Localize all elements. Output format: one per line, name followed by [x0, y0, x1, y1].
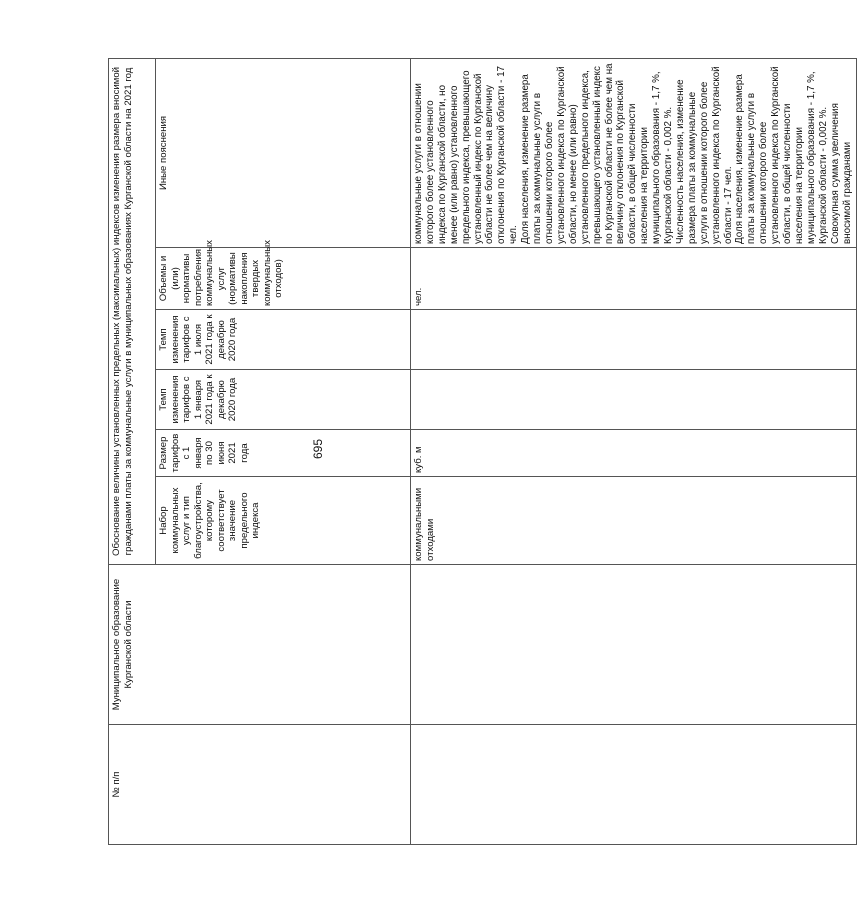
cell-rate-january [411, 370, 857, 430]
page-number: 695 [311, 438, 325, 460]
col-header-rate-july: Темп изменения тарифов с 1 июля 2021 года к декабрю 2020 года [156, 310, 411, 370]
col-header-tariff-size: Размер тарифов с 1 января по 30 июня 2021 года [156, 430, 411, 477]
table-header-row [109, 58, 156, 844]
cell-municipality [411, 565, 857, 725]
cell-rate-july [411, 310, 857, 370]
col-header-municipality: Муниципальное образование Курганской области [109, 565, 411, 725]
col-header-rate-january: Темп изменения тарифов с 1 января 2021 года к декабрю 2020 года [156, 370, 411, 430]
col-header-services: Набор коммунальных услуг и тип благоустройства, которому соответствует значение предельного индекса [156, 477, 411, 565]
justification-table [108, 58, 857, 845]
rotated-page [108, 59, 853, 845]
cell-tariff-size: куб. м [411, 430, 857, 477]
cell-services: коммунальными отходами [411, 477, 857, 565]
col-header-number: № п/п [109, 725, 411, 845]
cell-volumes: чел. [411, 248, 857, 310]
cell-notes: коммунальные услуги в отношении которого более установленного индекса по Курганской области, но менее (или равно) установленного предельного индекса, превышающего установленный индекс по Курганской области не более чем на величину отклонения по Курганской области - 17 чел. Доля населения, изменение размера платы за коммунальные услуги в отношении которого более установленного индекса по Курганской области, но менее (или равно) установленного предельного индекса, превышающего установленный индекс по Курганской области не более чем на величину отклонения по Курганской области, в общей численности населения на территории муниципального образования - 1,7 %, Курганской области - 0,002 %. Численность населения, изменение размера платы за коммунальные услуги в отношении которого более установленного индекса по Курганской области - 17 чел. Доля населения, изменение размера платы за коммунальные услуги в отношении которого более установленного индекса по Курганской области, в общей численности населения на территории муниципального образования - 1,7 %, Курганской области - 0,002 %. Совокупная сумма увеличения вносимой гражданами [411, 58, 857, 247]
col-header-notes: Иные пояснения [156, 58, 411, 247]
cell-number [411, 725, 857, 845]
table-row [411, 58, 857, 844]
col-header-justification: Обоснование величины установленных предельных (максимальных) индексов изменения размера вносимой гражданами платы за коммунальные услуги в муниципальных образованиях Курганской области на 2021 год [109, 58, 156, 564]
col-header-volumes: Объемы и (или) нормативы потребления коммунальных услуг (нормативы накопления твердых коммунальных отходов) [156, 248, 411, 310]
